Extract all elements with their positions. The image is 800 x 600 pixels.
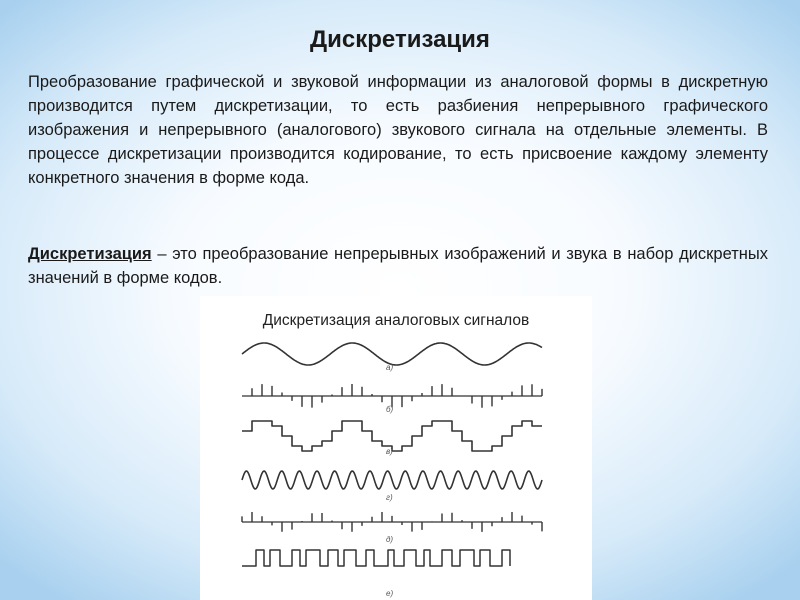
panel-label-b: б) xyxy=(386,405,394,414)
slide-title: Дискретизация xyxy=(310,26,490,53)
panel-label-a: а) xyxy=(386,363,394,372)
discretization-figure xyxy=(200,296,592,600)
intro-paragraph: Преобразование графической и звуковой информации из аналоговой формы в дискретную производится путем дискретизации, то есть разбиения непрерывного графического изображения и непрерывного (аналогового) звукового сигнала на отдельные элементы. В процессе дискретизации производится кодирование, то есть присвоение каждому элементу конкретного значения в форме кода. xyxy=(28,73,768,187)
panel-label-e: д) xyxy=(386,535,394,544)
figure-title: Дискретизация аналоговых сигналов xyxy=(262,312,530,329)
panel-label-d: г) xyxy=(386,493,393,502)
definition-term: Дискретизация xyxy=(28,245,152,263)
panel-label-f: е) xyxy=(386,589,394,598)
analog-signal-slow xyxy=(242,343,542,365)
analog-signal-fast xyxy=(242,471,542,489)
pulse-code-signal xyxy=(242,550,510,566)
definition-paragraph xyxy=(28,242,768,290)
panel-label-c: в) xyxy=(386,447,393,456)
definition-text: – это преобразование непрерывных изображений и звука в набор дискретных значений в форме кодов. xyxy=(28,245,768,287)
signals-diagram xyxy=(200,296,592,600)
